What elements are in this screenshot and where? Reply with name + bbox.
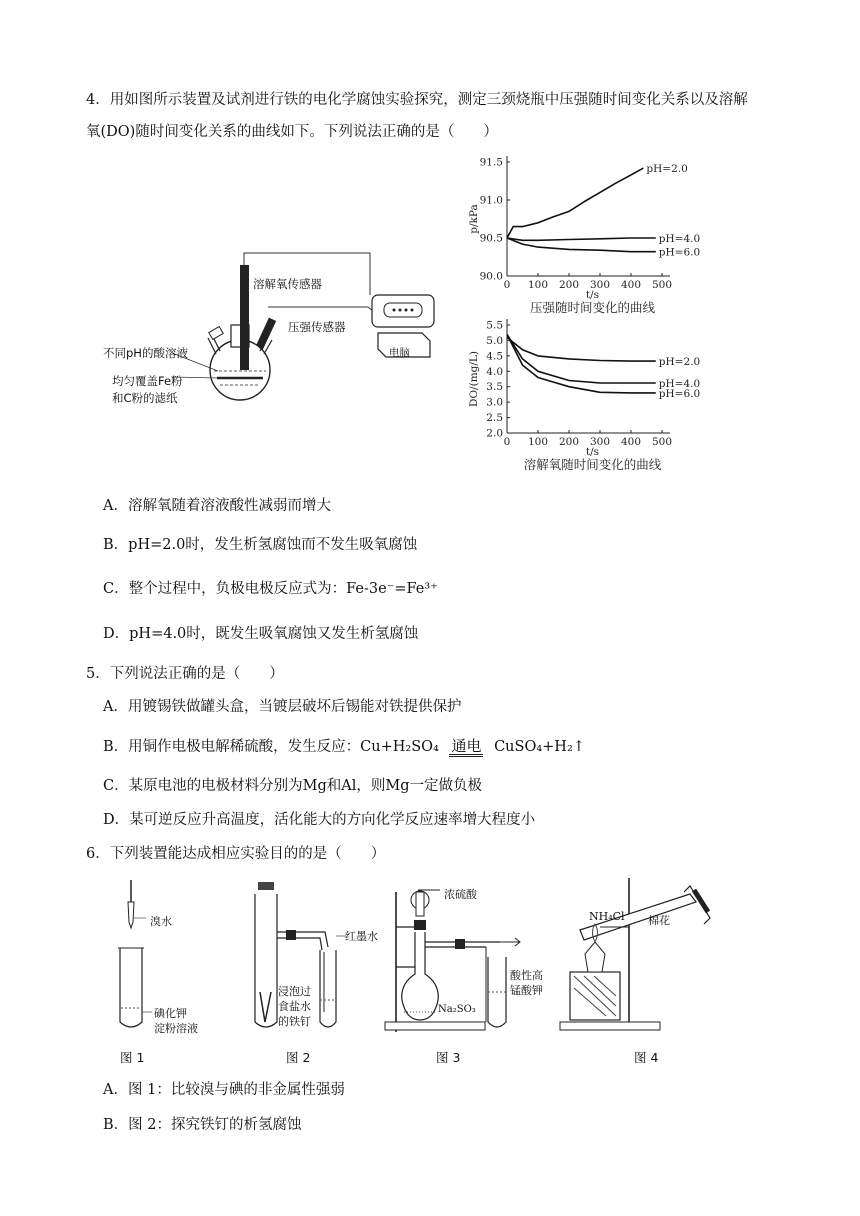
- q4-option-b[interactable]: [103, 535, 417, 555]
- q5-option-a[interactable]: [103, 697, 461, 717]
- chart1-title: 压强随时间变化的曲线: [529, 300, 656, 315]
- fig3-caption: 图 3: [436, 1050, 461, 1065]
- do-chart: [455, 315, 715, 485]
- q5-option-d[interactable]: [103, 810, 535, 830]
- q4-number: 4．: [86, 92, 110, 108]
- q5-stem: [86, 664, 284, 684]
- q4-stem-line2: 氧(DO)随时间变化关系的曲线如下。下列说法正确的是（ ）: [86, 124, 498, 140]
- q6-stem-text: 下列装置能达成相应实验目的的是（ ）: [109, 846, 386, 862]
- q6-figures: [100, 872, 720, 1032]
- q4-option-d-text: pH=4.0时，既发生吸氧腐蚀又发生析氢腐蚀: [129, 626, 419, 642]
- fig3-label-kmno4-1: 酸性高: [510, 969, 543, 982]
- q4-option-a-label: A．: [103, 498, 128, 514]
- chart2-y-tick-label: 5.0: [486, 334, 503, 347]
- q6-option-a[interactable]: [103, 1080, 345, 1100]
- chart1-x-tick-label: 400: [620, 279, 642, 291]
- label-acid-solution: 不同pH的酸溶液: [103, 346, 188, 360]
- chart2-y-tick-label: 4.0: [486, 365, 503, 378]
- fig4-apparatus: [560, 878, 710, 1030]
- q6-number: 6．: [86, 846, 110, 862]
- chart1-y-tick-label: 90.5: [479, 232, 503, 245]
- chart1-x-tick-label: 200: [558, 279, 580, 291]
- fig2-caption: 图 2: [286, 1050, 311, 1065]
- q4-option-c-text: 整个过程中，负极电极反应式为：Fe-3e⁻=Fe³⁺: [128, 581, 438, 597]
- fig4-label-cotton: 棉花: [648, 914, 670, 927]
- chart2-y-tick-label: 5.5: [486, 319, 503, 332]
- q5-option-c[interactable]: [103, 776, 482, 796]
- pressure-sensor-wire: [268, 307, 378, 315]
- chart2-title: 溶解氧随时间变化的曲线: [523, 457, 662, 472]
- chart2-x-tick-label: 400: [620, 436, 642, 448]
- label-filter-paper-2: 和C粉的滤纸: [112, 391, 178, 405]
- q4-option-d[interactable]: [103, 624, 418, 644]
- chart2-x-tick-label: 100: [527, 436, 549, 448]
- fig1-label-ki: 碘化钾: [154, 1007, 187, 1020]
- chart1-x-tick-label: 0: [503, 279, 511, 291]
- q5-option-b-text: 用铜作电极电解稀硫酸，发生反应：Cu+H₂SO₄: [128, 739, 439, 755]
- fig4-label-nh4cl: NH₄Cl: [589, 910, 625, 923]
- chart2-series-line-0: [507, 337, 656, 361]
- chart1-y-tick-label: 91.0: [479, 194, 503, 207]
- fig3-label-acid: 浓硫酸: [444, 888, 477, 901]
- q4-stem-text1: 用如图所示装置及试剂进行铁的电化学腐蚀实验探究，测定三颈烧瓶中压强随时间变化关系以及溶解: [109, 92, 748, 108]
- chart2-y-tick-label: 4.5: [486, 350, 503, 363]
- q4-option-a-text: 溶解氧随着溶液酸性减弱而增大: [127, 498, 331, 514]
- chart2-x-tick-label: 300: [589, 436, 611, 448]
- electrolysis-condition: 通电: [451, 737, 482, 755]
- q6-option-a-label: A．: [103, 1082, 128, 1098]
- q5-option-d-text: 某可逆反应升高温度，活化能大的方向化学反应速率增大程度小: [129, 812, 536, 828]
- chart2-series-label-0: pH=2.0: [658, 356, 701, 369]
- q4-option-a[interactable]: [103, 496, 331, 516]
- chart1-x-tick-label: 300: [589, 279, 611, 291]
- label-filter-paper-1: 均匀覆盖Fe粉: [112, 374, 183, 388]
- chart2-y-axis-label: DO/(mg/L): [468, 351, 480, 407]
- q6-option-b[interactable]: [103, 1115, 302, 1135]
- chart2-series-label-1: pH=4.0: [658, 378, 701, 391]
- q5-option-a-label: A．: [103, 699, 128, 715]
- fig1-caption: 图 1: [120, 1050, 145, 1065]
- chart2-y-tick-label: 3.0: [486, 396, 503, 409]
- q5-option-c-text: 某原电池的电极材料分别为Mg和Al，则Mg一定做负极: [128, 778, 482, 794]
- chart2-y-tick-label: 2.0: [486, 427, 503, 440]
- q6-option-a-text: 图 1：比较溴与碘的非金属性强弱: [127, 1082, 345, 1098]
- q4-option-c[interactable]: [103, 579, 438, 599]
- q5-option-b-label: B．: [103, 739, 129, 755]
- chart2-x-tick-label: 0: [503, 436, 511, 448]
- label-do-sensor: 溶解氧传感器: [253, 277, 322, 291]
- q6-option-b-label: B．: [103, 1117, 129, 1133]
- chart1-series-label-2: pH=6.0: [658, 246, 701, 259]
- pressure-chart: [455, 150, 715, 325]
- q5-option-b-products: CuSO₄+H₂↑: [494, 739, 585, 755]
- chart1-y-axis-label: p/kPa: [468, 204, 480, 234]
- q5-option-b[interactable]: [103, 737, 585, 757]
- fig1-label-bromine: 溴水: [150, 915, 172, 928]
- chart1-x-tick-label: 100: [527, 279, 549, 291]
- label-pressure-sensor: 压强传感器: [288, 320, 346, 334]
- fig1-label-starch: 淀粉溶液: [154, 1022, 198, 1035]
- q5-option-d-label: D．: [103, 812, 130, 828]
- chart1-y-tick-label: 90.0: [479, 270, 503, 283]
- chart2-x-tick-label: 200: [558, 436, 580, 448]
- chart1-series-label-1: pH=4.0: [658, 233, 701, 245]
- chart2-x-tick-label: 500: [651, 436, 673, 448]
- fig3-label-na2so3: Na₂SO₃: [438, 1004, 476, 1015]
- chart2-y-tick-label: 2.5: [486, 412, 503, 425]
- q4-option-d-label: D．: [103, 626, 130, 642]
- fig2-label-2: 食盐水: [278, 1000, 311, 1013]
- fig2-label-3: 的铁钉: [278, 1015, 311, 1028]
- fig2-label-1: 浸泡过: [278, 985, 311, 998]
- q6-stem: [86, 844, 385, 864]
- chart1-series-line-0: [507, 168, 643, 238]
- chart1-series-label-0: pH=2.0: [646, 163, 688, 176]
- fig3-label-kmno4-2: 锰酸钾: [510, 984, 543, 997]
- fig1-apparatus: [118, 880, 152, 1027]
- fig4-caption: 图 4: [634, 1050, 659, 1065]
- chart1-series-line-1: [507, 238, 656, 240]
- q4-option-b-label: B．: [103, 537, 129, 553]
- label-computer: 电脑: [389, 347, 410, 359]
- q6-option-b-text: 图 2：探究铁钉的析氢腐蚀: [128, 1117, 302, 1133]
- q4-option-c-label: C．: [103, 581, 129, 597]
- chart2-y-tick-label: 3.5: [486, 381, 503, 394]
- q5-option-a-text: 用镀锡铁做罐头盒，当镀层破坏后锡能对铁提供保护: [127, 699, 462, 715]
- q5-number: 5．: [86, 666, 110, 682]
- q5-option-c-label: C．: [103, 778, 129, 794]
- chart2-series-line-1: [507, 334, 656, 383]
- chart1-x-tick-label: 500: [651, 279, 673, 291]
- q4-option-b-text: pH=2.0时，发生析氢腐蚀而不发生吸氧腐蚀: [128, 537, 418, 553]
- chart2-x-axis-label: t/s: [585, 446, 600, 458]
- q4-stem-line1: [86, 90, 826, 110]
- chart1-x-axis-label: t/s: [585, 289, 600, 301]
- chart1-y-tick-label: 91.5: [479, 156, 503, 169]
- chart2-series-label-2: pH=6.0: [658, 387, 701, 400]
- q5-stem-text: 下列说法正确的是（ ）: [109, 666, 284, 682]
- fig2-label-red-ink: 红墨水: [345, 930, 378, 943]
